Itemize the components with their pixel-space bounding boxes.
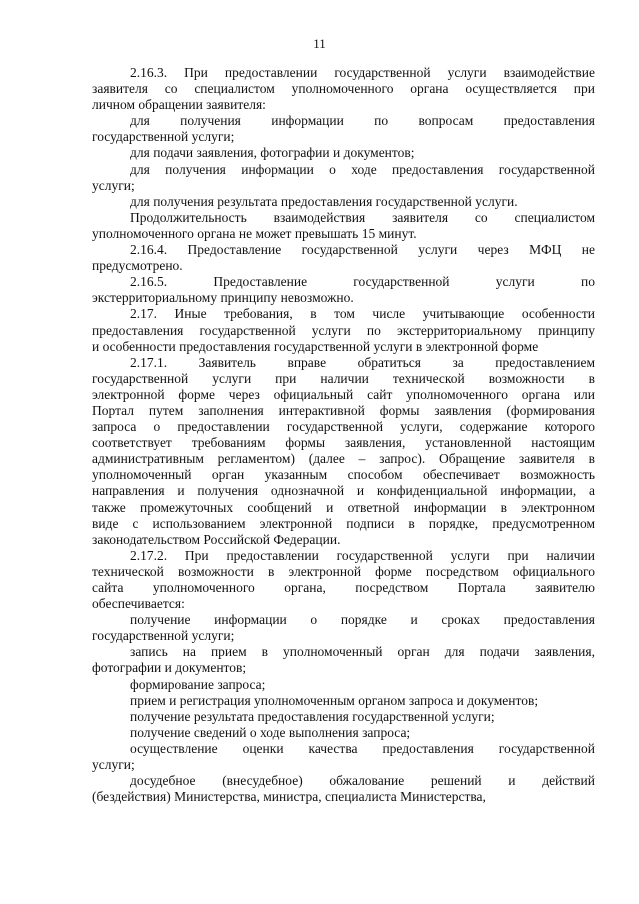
page-number: 11 <box>313 36 326 51</box>
text-line: виде с использованием электронной подписи в порядке, предусмотренном <box>92 515 595 531</box>
paragraph <box>92 644 595 676</box>
text-line: 2.16.3. При предоставлении государственной услуги взаимодействие <box>130 65 595 80</box>
text-line: административным регламентом) (далее – запрос). Обращение заявителя в <box>92 451 595 467</box>
paragraph <box>92 162 595 194</box>
text-line: предоставления государственной услуги по экстерриториальному принципу <box>92 322 595 338</box>
text-line: законодательством Российской Федерации. <box>92 531 341 547</box>
text-line: заявителя со специалистом уполномоченного органа осуществляется при <box>92 81 595 97</box>
paragraph <box>92 725 595 741</box>
text-line: экстерриториальному принципу невозможно. <box>92 290 354 306</box>
paragraph <box>92 693 595 709</box>
paragraph <box>92 210 595 242</box>
text-line: Продолжительность взаимодействия заявителя со специалистом <box>130 209 595 225</box>
text-line: государственной услуги при наличии технической возможности в <box>92 370 595 386</box>
text-line: получение сведений о ходе выполнения запроса; <box>130 724 411 740</box>
text-line: личном обращении заявителя: <box>92 97 266 113</box>
text-line: прием и регистрация уполномоченным органом запроса и документов; <box>130 692 539 708</box>
text-line: для подачи заявления, фотографии и документов; <box>130 145 415 161</box>
paragraph <box>92 242 595 274</box>
paragraph <box>92 194 595 210</box>
text-line: (бездействия) Министерства, министра, специалиста Министерства, <box>92 789 486 805</box>
text-line: получение результата предоставления государственной услуги; <box>130 708 495 724</box>
text-line: и особенности предоставления государственной услуги в электронной форме <box>92 338 539 354</box>
text-line: для получения результата предоставления государственной услуги. <box>130 193 518 209</box>
paragraph <box>92 274 595 306</box>
text-line: 2.17. Иные требования, в том числе учитывающие особенности <box>130 306 595 322</box>
text-line: предусмотрено. <box>92 258 183 274</box>
paragraph <box>92 741 595 773</box>
paragraph <box>92 612 595 644</box>
text-line: 2.17.1. Заявитель вправе обратиться за предоставлением <box>130 354 595 370</box>
text-line: для получения информации о ходе предоставления государственной <box>130 161 595 177</box>
document-body <box>92 65 595 805</box>
paragraph <box>92 677 595 693</box>
text-line: получение информации о порядке и сроках предоставления <box>130 612 595 628</box>
text-line: для получения информации по вопросам предоставления <box>130 113 595 129</box>
paragraph <box>92 773 595 805</box>
paragraph <box>92 65 595 113</box>
text-line: досудебное (внесудебное) обжалование решений и действий <box>130 773 595 789</box>
text-line: осуществление оценки качества предоставления государственной <box>130 740 595 756</box>
paragraph <box>92 548 595 612</box>
text-line: услуги; <box>92 757 135 773</box>
text-line: 2.17.2. При предоставлении государственной услуги при наличии <box>130 547 595 563</box>
text-line: государственной услуги; <box>92 129 235 145</box>
text-line: фотографии и документов; <box>92 660 247 676</box>
text-line: запроса о предоставлении государственной услуги, содержание которого <box>92 419 595 435</box>
text-line: государственной услуги; <box>92 628 235 644</box>
text-line: запись на прием в уполномоченный орган для подачи заявления, <box>130 644 595 660</box>
paragraph <box>92 709 595 725</box>
text-line: уполномоченный орган указанным способом обеспечивает возможность <box>92 467 595 483</box>
text-line: направления и получения однозначной и конфиденциальной информации, а <box>92 483 595 499</box>
text-line: Портал путем заполнения интерактивной формы заявления (формирования <box>92 402 595 418</box>
text-line: также промежуточных сообщений и ответной информации в электронном <box>92 499 595 515</box>
text-line: уполномоченного органа не может превышать 15 минут. <box>92 225 417 241</box>
paragraph <box>92 113 595 145</box>
text-line: обеспечивается: <box>92 596 185 612</box>
text-line: сайта уполномоченного органа, посредством Портала заявителю <box>92 580 595 595</box>
text-line: формирование запроса; <box>130 676 266 692</box>
paragraph <box>92 145 595 161</box>
text-line: 2.16.4. Предоставление государственной услуги через МФЦ не <box>130 242 595 258</box>
text-line: 2.16.5. Предоставление государственной услуги по <box>130 274 595 290</box>
text-line: электронной форме через официальный сайт уполномоченного органа или <box>92 386 595 402</box>
text-line: услуги; <box>92 177 135 193</box>
paragraph <box>92 355 595 548</box>
paragraph <box>92 306 595 354</box>
text-line: технической возможности в электронной форме посредством официального <box>92 563 595 579</box>
text-line: соответствует требованиям формы заявления, установленной настоящим <box>92 435 595 451</box>
